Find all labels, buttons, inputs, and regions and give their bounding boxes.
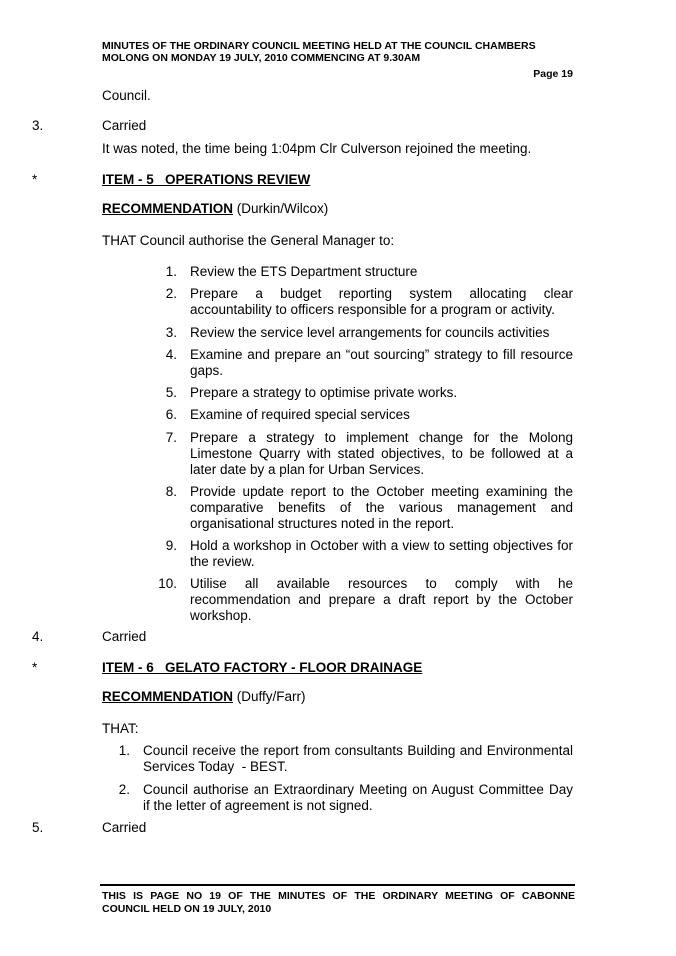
list-item-line: accountability to officers responsible for a program or activity. bbox=[190, 302, 555, 317]
list-item-line: Prepare a budget reporting system allocating clear bbox=[190, 286, 573, 301]
list-item-line: Prepare a strategy to implement change for the Molong bbox=[190, 430, 573, 445]
list-item-line: comparative benefits of the various management and bbox=[190, 500, 573, 515]
recommendation-movers: (Duffy/Farr) bbox=[233, 689, 306, 704]
list-item-number: 2. bbox=[118, 782, 130, 797]
list-item-line: Provide update report to the October meeting examining the bbox=[190, 484, 573, 499]
list-item-number: 10. bbox=[158, 576, 177, 591]
carried-4: Carried bbox=[102, 629, 147, 644]
list-item-number: 1. bbox=[165, 264, 177, 279]
list-item bbox=[190, 538, 573, 570]
list-item-line: if the letter of agreement is not signed. bbox=[143, 798, 373, 813]
list-item-line: gaps. bbox=[190, 363, 224, 378]
item-6-marker: * bbox=[32, 660, 38, 675]
resolution-number-3: 3. bbox=[32, 118, 44, 133]
footer-line: COUNCIL HELD ON 19 JULY, 2010 bbox=[102, 903, 272, 915]
item-6-title: ITEM - 6 GELATO FACTORY - FLOOR DRAINAGE bbox=[102, 660, 423, 675]
footer-text bbox=[102, 890, 575, 916]
list-item-number: 7. bbox=[165, 430, 177, 445]
list-item-line: later date by a plan for Urban Services. bbox=[190, 462, 425, 477]
list-item-line: Council authorise an Extraordinary Meeting on August Committee Day bbox=[143, 782, 573, 797]
resolution-number-4: 4. bbox=[32, 629, 44, 644]
list-item-number: 6. bbox=[165, 407, 177, 422]
list-item-number: 9. bbox=[165, 538, 177, 553]
list-item-line: Council receive the report from consultants Building and Environmental bbox=[143, 743, 573, 758]
list-item-line: Utilise all available resources to comply with he bbox=[190, 576, 573, 591]
resolution-number-5: 5. bbox=[32, 820, 44, 835]
list-item bbox=[190, 576, 573, 624]
item-5-intro: THAT Council authorise the General Manager to: bbox=[102, 233, 395, 248]
carried-5: Carried bbox=[102, 820, 147, 835]
list-item-line: Services Today - BEST. bbox=[143, 759, 288, 774]
list-item-number: 1. bbox=[118, 743, 130, 758]
list-item bbox=[190, 484, 573, 532]
item-5-title: ITEM - 5 OPERATIONS REVIEW bbox=[102, 172, 311, 187]
continued-text: Council. bbox=[102, 88, 151, 103]
page-number: Page 19 bbox=[533, 68, 573, 80]
header-line-1: MINUTES OF THE ORDINARY COUNCIL MEETING HELD AT THE COUNCIL CHAMBERS bbox=[102, 40, 536, 52]
item-5-marker: * bbox=[32, 172, 38, 187]
header-line-2: MOLONG ON MONDAY 19 JULY, 2010 COMMENCING AT 9.30AM bbox=[102, 52, 421, 64]
recommendation-label: RECOMMENDATION bbox=[102, 201, 233, 216]
list-item-line: Hold a workshop in October with a view to setting objectives for bbox=[190, 538, 573, 553]
noted-text: It was noted, the time being 1:04pm Clr Culverson rejoined the meeting. bbox=[102, 141, 532, 156]
list-item-number: 8. bbox=[165, 484, 177, 499]
list-item: Review the ETS Department structure bbox=[190, 264, 418, 279]
list-item-number: 3. bbox=[165, 325, 177, 340]
list-item-number: 2. bbox=[165, 286, 177, 301]
list-item-line: Examine and prepare an “out sourcing” strategy to fill resource bbox=[190, 347, 573, 362]
list-item bbox=[143, 743, 573, 775]
footer-rule bbox=[100, 884, 575, 886]
list-item-number: 4. bbox=[165, 347, 177, 362]
list-item bbox=[143, 782, 573, 814]
list-item: Prepare a strategy to optimise private works. bbox=[190, 385, 458, 400]
footer-line: THIS IS PAGE NO 19 OF THE MINUTES OF THE ORDINARY MEETING OF CABONNE bbox=[102, 890, 575, 902]
list-item-line: Limestone Quarry with stated objectives, to be followed at a bbox=[190, 446, 573, 461]
list-item-line: recommendation and prepare a draft report by the October bbox=[190, 592, 573, 607]
list-item: Review the service level arrangements for councils activities bbox=[190, 325, 550, 340]
list-item: Examine of required special services bbox=[190, 407, 410, 422]
list-item-number: 5. bbox=[165, 385, 177, 400]
list-item bbox=[190, 286, 573, 318]
list-item-line: organisational structures noted in the report. bbox=[190, 516, 455, 531]
list-item bbox=[190, 347, 573, 379]
item-5-recommendation bbox=[102, 201, 328, 217]
list-item-line: the review. bbox=[190, 554, 255, 569]
recommendation-label: RECOMMENDATION bbox=[102, 689, 233, 704]
item-6-intro: THAT: bbox=[102, 721, 139, 736]
list-item-line: workshop. bbox=[190, 608, 252, 623]
carried-3: Carried bbox=[102, 118, 147, 133]
recommendation-movers: (Durkin/Wilcox) bbox=[233, 201, 329, 216]
list-item bbox=[190, 430, 573, 478]
item-6-recommendation bbox=[102, 689, 306, 705]
